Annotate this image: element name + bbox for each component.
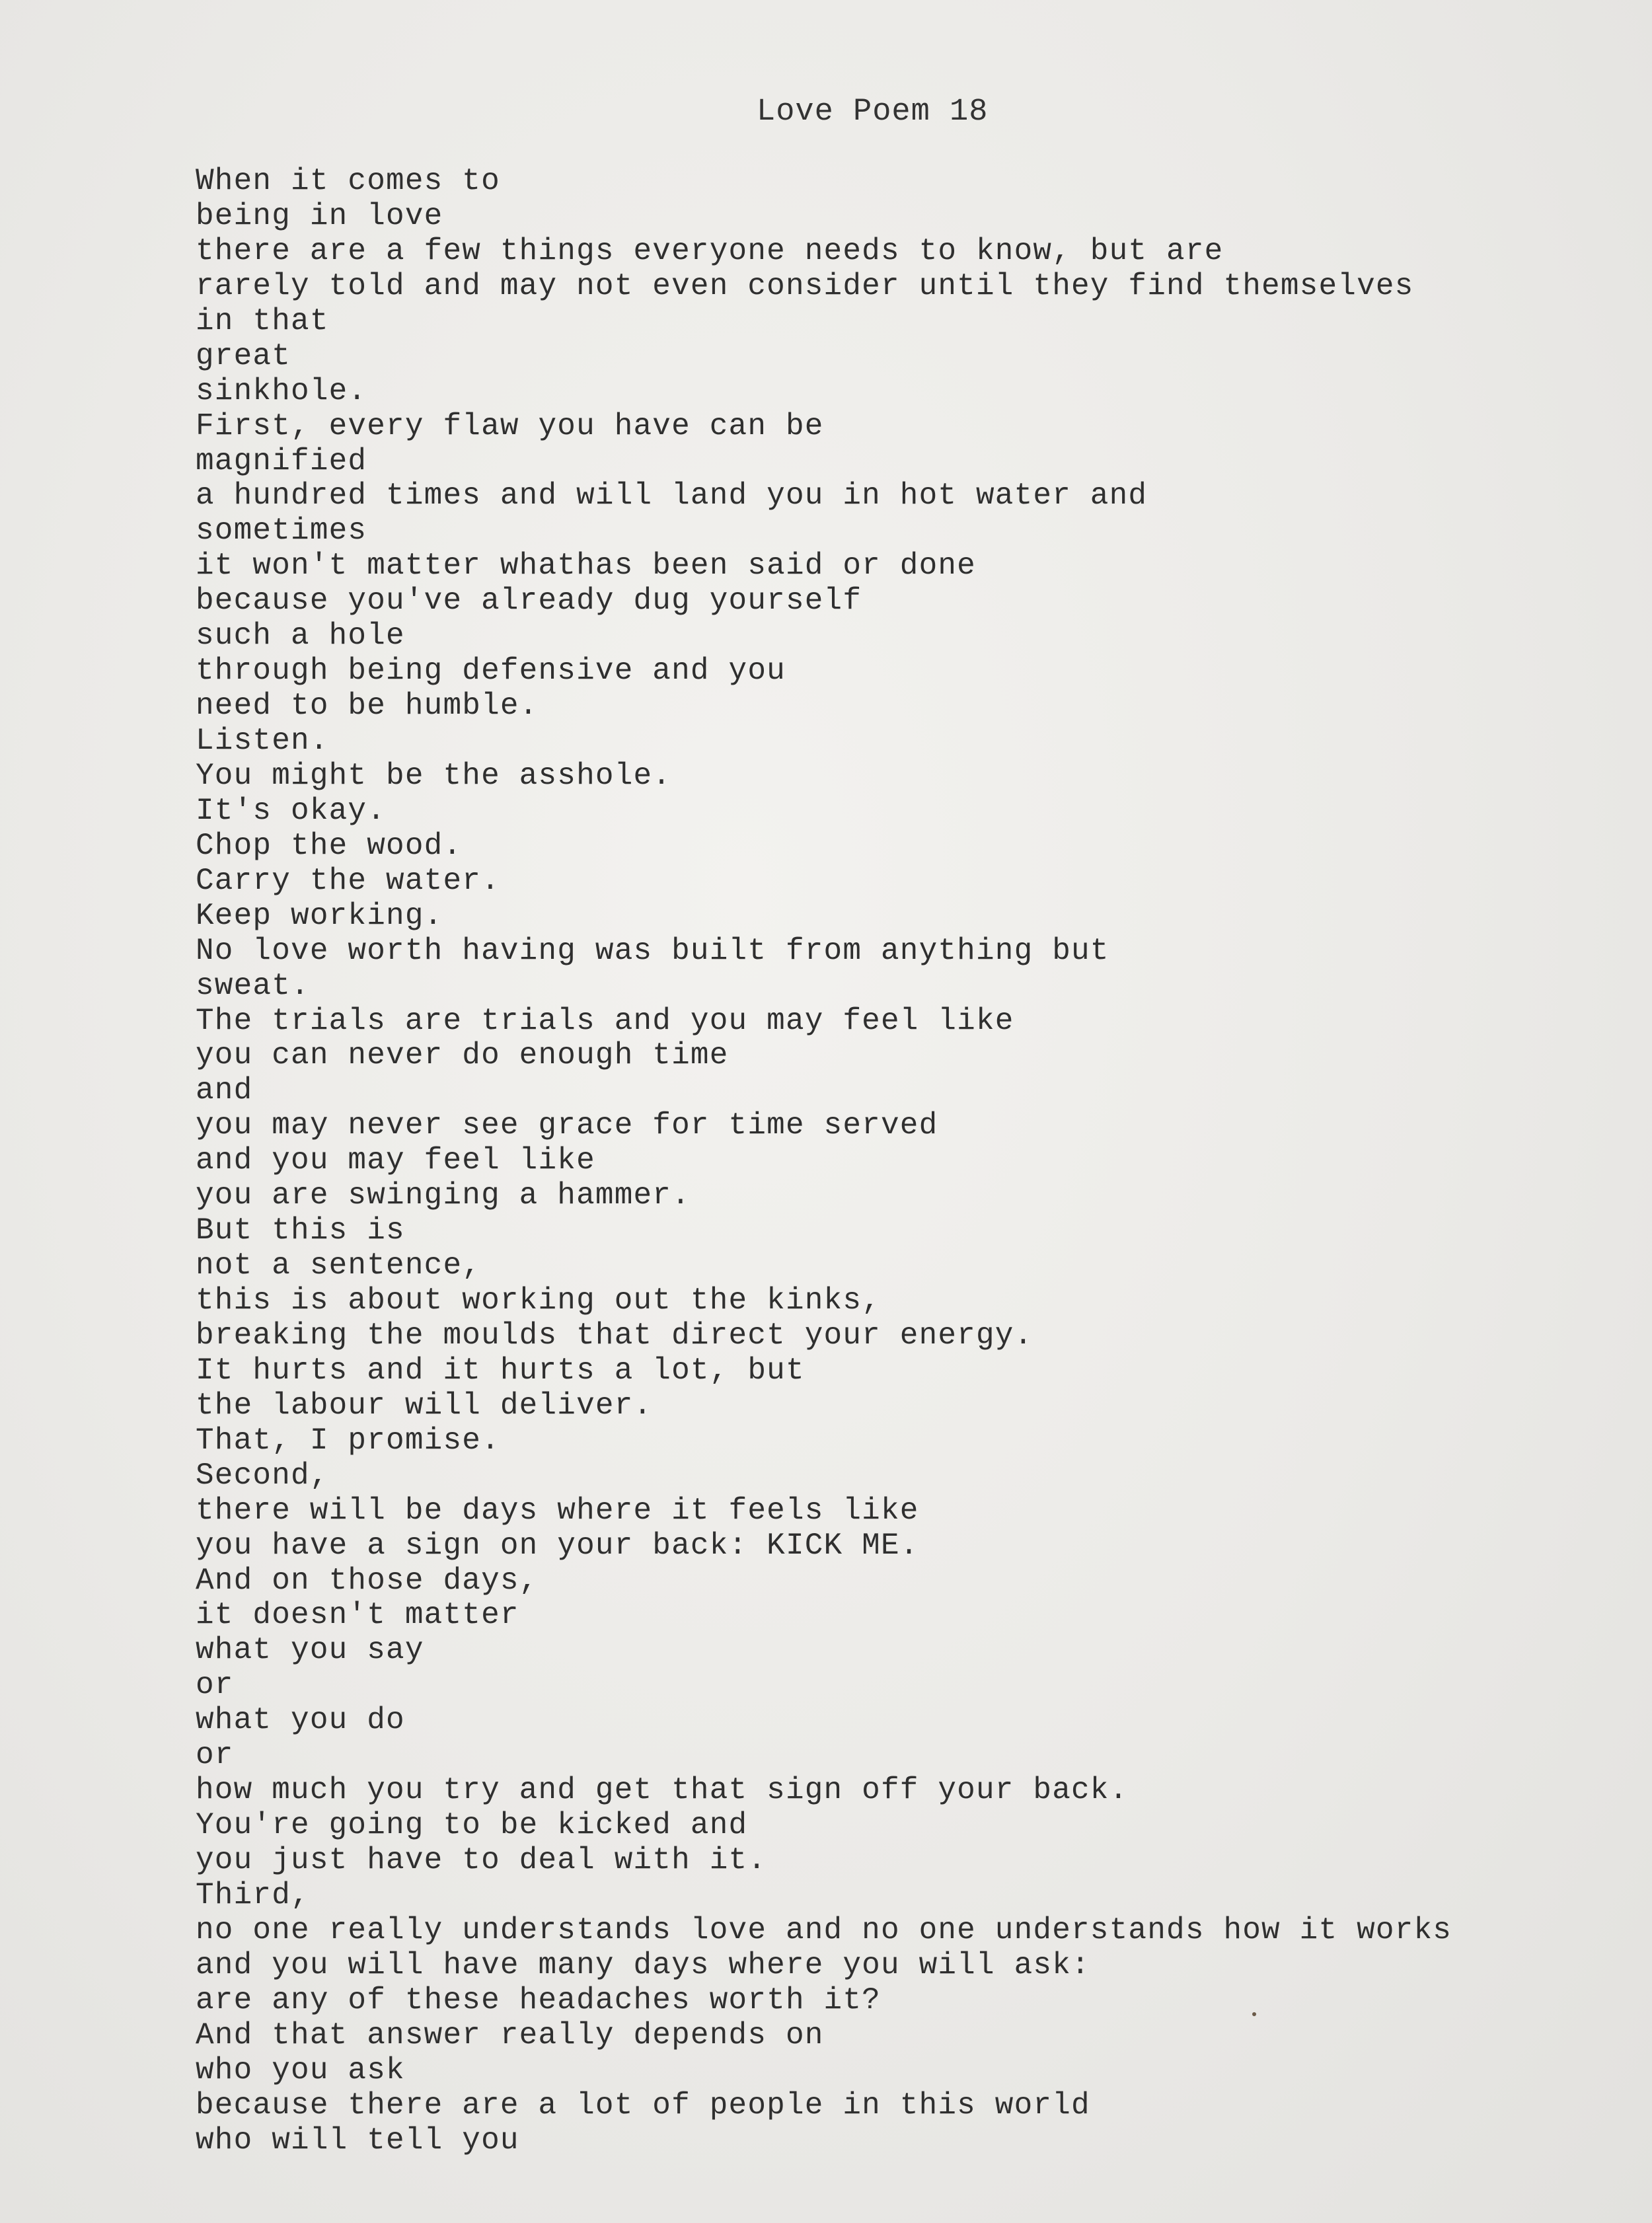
poem-line: who will tell you xyxy=(196,2123,519,2158)
poem-body xyxy=(196,164,1616,2158)
poem-line: First, every flaw you have can be xyxy=(196,408,824,443)
poem-line: and you may feel like xyxy=(196,1143,595,1178)
poem-line: And on those days, xyxy=(196,1563,539,1598)
poem-line: you can never do enough time xyxy=(196,1038,729,1073)
poem-line: and you will have many days where you will ask: xyxy=(196,1947,1090,1982)
poem-line: The trials are trials and you may feel like xyxy=(196,1003,1014,1038)
poem-line: because there are a lot of people in this world xyxy=(196,2088,1090,2123)
poem-line: You might be the asshole. xyxy=(196,758,672,793)
poem-line: you have a sign on your back: KICK ME. xyxy=(196,1528,919,1563)
poem-title: Love Poem 18 xyxy=(757,94,989,130)
poem-line: such a hole xyxy=(196,619,405,654)
poem-line: need to be humble. xyxy=(196,689,539,724)
poem-line: what you do xyxy=(196,1703,405,1738)
poem-line: what you say xyxy=(196,1633,424,1668)
poem-line: Chop the wood. xyxy=(196,828,463,863)
poem-line: you are swinging a hammer. xyxy=(196,1178,691,1213)
poem-line: sweat. xyxy=(196,968,310,1003)
poem-line: being in love xyxy=(196,198,443,233)
poem-line: it doesn't matter xyxy=(196,1598,519,1633)
poem-line: It hurts and it hurts a lot, but xyxy=(196,1353,805,1388)
poem-line: You're going to be kicked and xyxy=(196,1808,748,1843)
poem-line: not a sentence, xyxy=(196,1248,482,1283)
poem-line: sometimes xyxy=(196,513,367,548)
paper-speck xyxy=(1252,2012,1256,2016)
poem-line: Listen. xyxy=(196,724,329,758)
poem-line: magnified xyxy=(196,443,367,478)
poem-line: you may never see grace for time served xyxy=(196,1108,938,1143)
poem-line: great xyxy=(196,338,291,373)
poem-line: a hundred times and will land you in hot water and xyxy=(196,478,1148,513)
poem-line: No love worth having was built from anything but xyxy=(196,933,1109,968)
poem-line: rarely told and may not even consider until they find themselves xyxy=(196,268,1414,303)
poem-line: When it comes to xyxy=(196,164,500,198)
poem-line: it won't matter whathas been said or done xyxy=(196,548,976,584)
poem-line: are any of these headaches worth it? xyxy=(196,1982,881,2017)
poem-line: and xyxy=(196,1073,253,1108)
poem-line: But this is xyxy=(196,1213,405,1248)
poem-line: no one really understands love and no one understands how it works xyxy=(196,1912,1452,1947)
poem-line: you just have to deal with it. xyxy=(196,1843,767,1877)
poem-line: sinkhole. xyxy=(196,373,367,408)
poem-line: how much you try and get that sign off your back. xyxy=(196,1773,1129,1808)
poem-line: because you've already dug yourself xyxy=(196,584,862,619)
poem-line: It's okay. xyxy=(196,793,387,828)
poem-line: That, I promise. xyxy=(196,1423,500,1458)
poem-line: there will be days where it feels like xyxy=(196,1493,919,1528)
poem-line: Carry the water. xyxy=(196,863,500,898)
poem-line: Second, xyxy=(196,1458,329,1493)
poem-line: through being defensive and you xyxy=(196,654,786,689)
poem-line: breaking the moulds that direct your energy. xyxy=(196,1318,1033,1353)
poem-line: the labour will deliver. xyxy=(196,1388,653,1423)
poem-line: or xyxy=(196,1738,234,1773)
poem-line: this is about working out the kinks, xyxy=(196,1283,881,1318)
poem-line: Keep working. xyxy=(196,898,443,933)
poem-line: or xyxy=(196,1668,234,1703)
poem-line: there are a few things everyone needs to know, but are xyxy=(196,233,1224,268)
poem-line: in that xyxy=(196,303,329,338)
poem-line: And that answer really depends on xyxy=(196,2017,824,2053)
poem-line: who you ask xyxy=(196,2053,405,2088)
poem-line: Third, xyxy=(196,1877,310,1912)
